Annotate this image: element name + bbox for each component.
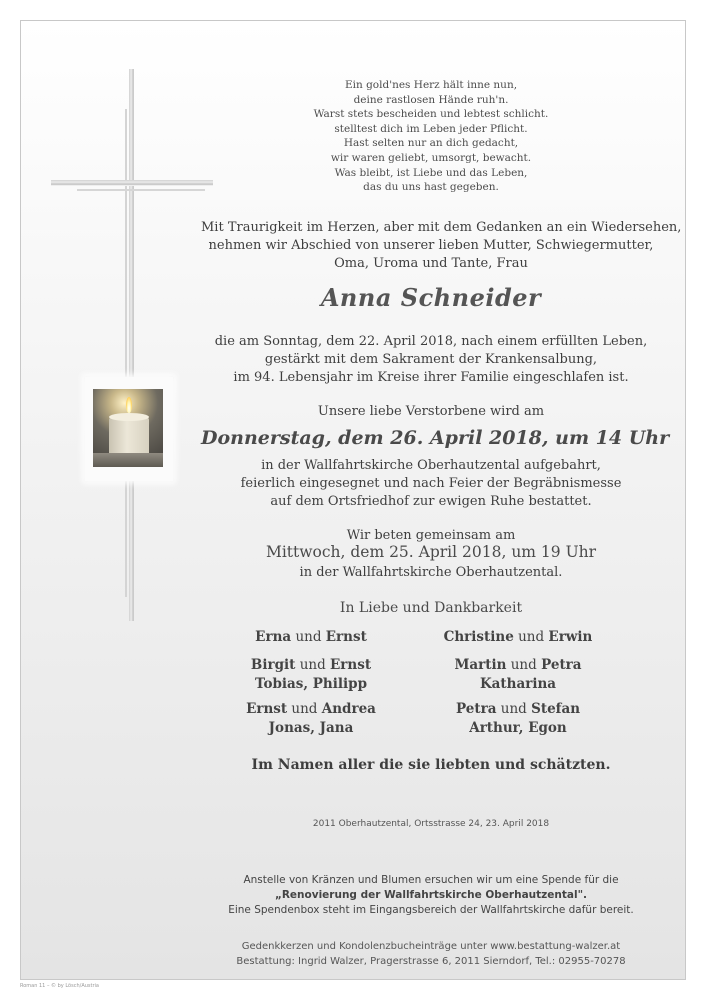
- candle-photo-frame: [85, 377, 173, 481]
- candle-top: [109, 413, 149, 421]
- family-name: Birgit: [250, 657, 296, 673]
- cross-vertical-bar: [129, 69, 134, 621]
- family-name: Ernst: [330, 657, 372, 673]
- and-word: und: [500, 701, 527, 717]
- gratitude-line: In Liebe und Dankbarkeit: [339, 600, 523, 616]
- poem-line: Warst stets bescheiden und lebtest schlicht.: [313, 108, 549, 121]
- funeral-date: Donnerstag, dem 26. April 2018, um 14 Uhr: [201, 427, 670, 449]
- candle-photo: [93, 389, 163, 467]
- candle-base: [93, 453, 163, 467]
- poem-line: Ein gold'nes Herz hält inne nun,: [344, 79, 518, 91]
- print-note: Roman 11 – © by Lösch/Austria: [20, 983, 99, 989]
- and-word: und: [295, 629, 322, 645]
- family-name: Erna: [255, 629, 292, 645]
- donation-line: Anstelle von Kränzen und Blumen ersuchen wir um eine Spende für die: [243, 874, 619, 886]
- condolence-link-line: Gedenkkerzen und Kondolenzbucheinträge unter www.bestattung-walzer.at: [241, 941, 621, 952]
- donation-note: [201, 873, 661, 918]
- intro-line: nehmen wir Abschied von unserer lieben Mutter, Schwiegermutter,: [208, 238, 654, 253]
- cross-horizontal-bar: [51, 180, 213, 186]
- death-info: [201, 333, 661, 387]
- candle-flame-icon: [126, 397, 132, 413]
- family-entry: [201, 656, 421, 694]
- poem-line: Was bleibt, ist Liebe und das Leben,: [334, 166, 528, 179]
- family-name: Christine: [443, 629, 514, 645]
- undertaker-line: Bestattung: Ingrid Walzer, Pragerstrasse 6, 2011 Sierndorf, Tel.: 02955-70278: [236, 956, 626, 967]
- family-name: Petra: [455, 701, 497, 717]
- closing-line: [201, 757, 661, 773]
- family-children: Arthur, Egon: [469, 720, 567, 736]
- donation-cause: „Renovierung der Wallfahrtskirche Oberhautzental".: [274, 889, 588, 901]
- family-children: Jonas, Jana: [268, 720, 354, 736]
- family-name: Erwin: [548, 629, 593, 645]
- family-name: Ernst: [246, 701, 288, 717]
- family-name: Andrea: [321, 701, 376, 717]
- donation-line: Eine Spendenbox steht im Eingangsbereich der Wallfahrtskirche dafür bereit.: [228, 904, 634, 916]
- family-children: Katharina: [479, 676, 557, 692]
- and-word: und: [291, 701, 318, 717]
- poem-line: wir waren geliebt, umsorgt, bewacht.: [330, 151, 532, 164]
- funeral-info: [201, 457, 661, 511]
- and-word: und: [510, 657, 537, 673]
- funeral-intro: Unsere liebe Verstorbene wird am: [317, 404, 545, 419]
- prayer-intro: Wir beten gemeinsam am: [346, 528, 516, 543]
- prayer-date: Mittwoch, dem 25. April 2018, um 19 Uhr: [265, 543, 597, 561]
- death-info-line: gestärkt mit dem Sakrament der Krankensalbung,: [264, 352, 598, 367]
- cross-horizontal-thin-bar: [77, 189, 205, 191]
- intro-line: Mit Traurigkeit im Herzen, aber mit dem Gedanken an ein Wiedersehen,: [201, 220, 682, 235]
- death-info-line: im 94. Lebensjahr im Kreise ihrer Familie eingeschlafen ist.: [233, 370, 629, 385]
- deceased-name: Anna Schneider: [320, 283, 542, 312]
- prayer-place: in der Wallfahrtskirche Oberhautzental.: [299, 565, 563, 580]
- address-line: 2011 Oberhautzental, Ortsstrasse 24, 23. April 2018: [312, 819, 550, 829]
- poem-line: das du uns hast gegeben.: [363, 181, 499, 194]
- poem: [201, 78, 661, 195]
- family-name: Ernst: [325, 629, 367, 645]
- family-name: Petra: [541, 657, 582, 673]
- family-entry: [408, 656, 628, 694]
- death-info-line: die am Sonntag, dem 22. April 2018, nach einem erfüllten Leben,: [214, 334, 648, 349]
- poem-line: deine rastlosen Hände ruh'n.: [353, 93, 509, 106]
- obituary-sheet: [20, 20, 686, 980]
- poem-line: stelltest dich im Leben jeder Pflicht.: [334, 122, 528, 135]
- family-entry: [408, 628, 628, 647]
- poem-line: Hast selten nur an dich gedacht,: [343, 137, 519, 150]
- and-word: und: [299, 657, 326, 673]
- undertaker-info: [201, 939, 661, 969]
- closing-text: Im Namen aller die sie liebten und schätzten.: [251, 757, 611, 773]
- family-name: Stefan: [531, 701, 581, 717]
- intro-line: Oma, Uroma und Tante, Frau: [334, 256, 528, 271]
- funeral-info-line: feierlich eingesegnet und nach Feier der Begräbnismesse: [240, 476, 622, 491]
- and-word: und: [518, 629, 545, 645]
- funeral-info-line: in der Wallfahrtskirche Oberhautzental aufgebahrt,: [261, 458, 601, 473]
- intro-text: [201, 219, 682, 273]
- family-entry: [408, 700, 628, 738]
- candle-body: [109, 417, 149, 457]
- funeral-info-line: auf dem Ortsfriedhof zur ewigen Ruhe bestattet.: [270, 494, 592, 509]
- family-entry: [201, 700, 421, 738]
- family-entry: [201, 628, 421, 647]
- family-name: Martin: [454, 657, 507, 673]
- family-children: Tobias, Philipp: [254, 676, 368, 692]
